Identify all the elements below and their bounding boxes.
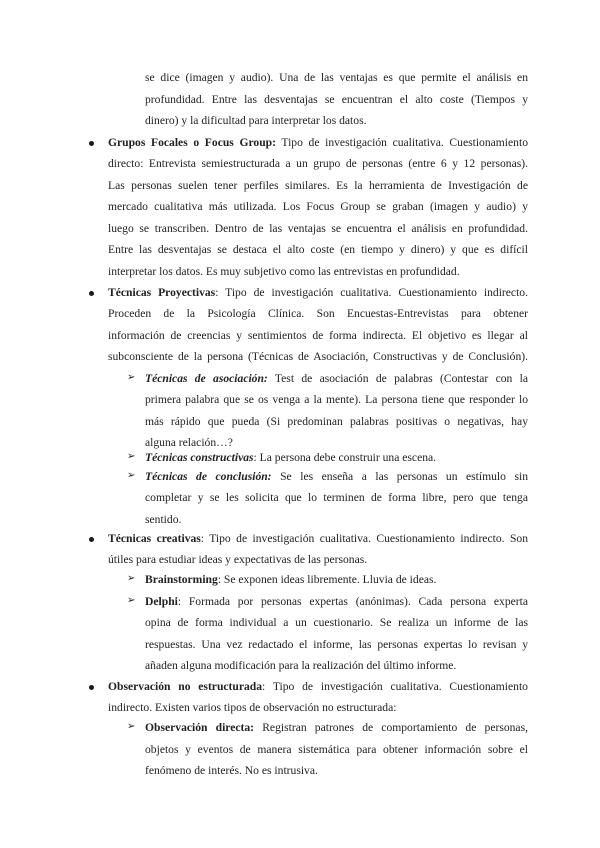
bullet-icon: [89, 537, 94, 542]
intro-line-3: dinero) y la dificultad para interpretar los datos.: [145, 114, 367, 127]
observacion-line-1: Observación no estructurada: Tipo de investigación cualitativa. Cuestionamiento: [108, 680, 528, 693]
bullet-icon: [89, 291, 94, 296]
bullet-icon: [89, 685, 94, 690]
intro-line-1: se dice (imagen y audio). Una de las ventajas es que permite el análisis en: [145, 71, 528, 84]
conclusion-line-3: sentido.: [145, 513, 182, 526]
creativas-line-1: Técnicas creativas: Tipo de investigación cualitativa. Cuestionamiento indirecto. Son: [108, 532, 528, 545]
focus-group-line-5: luego se transcriben. Dentro de las ventajas se encuentra el análisis en profundidad.: [108, 222, 528, 235]
arrow-bullet-icon: ➢: [127, 372, 136, 383]
focus-group-line-6: Entre las desventajas se destaca el alto coste (en tiempo y dinero) y que es difícil: [108, 243, 528, 256]
constructivas-title: Técnicas constructivas: [145, 451, 254, 464]
focus-group-line-7: interpretar los datos. Es muy subjetivo como las entrevistas en profundidad.: [108, 265, 460, 278]
brainstorming-title: Brainstorming: [145, 573, 218, 586]
delphi-line-2: opina de forma individual a un cuestionario. Se realiza un informe de las: [145, 616, 528, 629]
delphi-title: Delphi: [145, 595, 178, 608]
intro-line-2: profundidad. Entre las desventajas se encuentran el alto coste (Tiempos y: [145, 93, 528, 106]
observacion-line-2: indirecto. Existen varios tipos de observación no estructurada:: [108, 701, 397, 714]
brainstorming-line: Brainstorming: Se exponen ideas libremente. Lluvia de ideas.: [145, 573, 437, 586]
constructivas-line: Técnicas constructivas: La persona debe construir una escena.: [145, 451, 437, 464]
focus-group-line-2: directo: Entrevista semiestructurada a un grupo de personas (entre 6 y 12 personas).: [108, 157, 528, 170]
delphi-line-4: añaden alguna modificación para la realización del último informe.: [145, 659, 457, 672]
directa-line-2: objetos y eventos de manera sistemática para obtener información sobre el: [145, 743, 528, 756]
arrow-bullet-icon: ➢: [127, 573, 136, 584]
directa-line-3: fenómeno de interés. No es intrusiva.: [145, 764, 318, 777]
focus-group-line-4: mercado cualitativa más utilizada. Los Focus Group se graban (imagen y audio) y: [108, 200, 528, 213]
delphi-line-1: Delphi: Formada por personas expertas (anónimas). Cada persona experta: [145, 595, 528, 608]
conclusion-line-2: completar y se les solicita que lo terminen de forma libre, pero que tenga: [145, 491, 528, 504]
proyectivas-line-2: Proceden de la Psicología Clínica. Son Encuestas-Entrevistas para obtener: [108, 307, 528, 320]
arrow-bullet-icon: ➢: [127, 470, 136, 481]
arrow-bullet-icon: ➢: [127, 451, 136, 462]
asociacion-line-4: alguna relación…?: [145, 436, 233, 449]
asociacion-line-1: Técnicas de asociación: Test de asociación de palabras (Contestar con la: [145, 372, 529, 385]
delphi-line-3: respuestas. Una vez redactado el informe, las personas expertas lo revisan y: [145, 638, 528, 651]
proyectivas-line-4: subconsciente de la persona (Técnicas de Asociación, Constructivas y de Conclusión).: [108, 350, 528, 363]
bullet-icon: [89, 141, 94, 146]
asociacion-line-3: más rápido que pueda (Si predominan palabras positivas o negativas, hay: [145, 415, 528, 428]
asociacion-line-2: primera palabra que se os venga a la mente). La persona tiene que responder lo: [145, 393, 528, 406]
directa-line-1: Observación directa: Registran patrones de comportamiento de personas,: [145, 721, 528, 734]
proyectivas-line-1: Técnicas Proyectivas: Tipo de investigación cualitativa. Cuestionamiento indirecto.: [108, 286, 528, 299]
observacion-title: Observación no estructurada: [108, 680, 263, 693]
focus-group-line-1: Grupos Focales o Focus Group: Tipo de investigación cualitativa. Cuestionamiento: [108, 136, 528, 149]
focus-group-line-3: Las personas suelen tener perfiles similares. Es la herramienta de Investigación de: [108, 179, 528, 192]
conclusion-title: Técnicas de conclusión:: [145, 470, 272, 483]
proyectivas-line-3: información de creencias y sentimientos de forma indirecta. El objetivo es llegar al: [108, 329, 528, 342]
arrow-bullet-icon: ➢: [127, 721, 136, 732]
arrow-bullet-icon: ➢: [127, 595, 136, 606]
asociacion-title: Técnicas de asociación:: [145, 372, 268, 385]
focus-group-title: Grupos Focales o Focus Group:: [108, 136, 276, 149]
conclusion-line-1: Técnicas de conclusión: Se les enseña a las personas un estímulo sin: [145, 470, 529, 483]
proyectivas-title: Técnicas Proyectivas: [108, 286, 216, 299]
directa-title: Observación directa:: [145, 721, 255, 734]
creativas-line-2: útiles para estudiar ideas y expectativas de las personas.: [108, 553, 368, 566]
creativas-title: Técnicas creativas: [108, 532, 201, 545]
